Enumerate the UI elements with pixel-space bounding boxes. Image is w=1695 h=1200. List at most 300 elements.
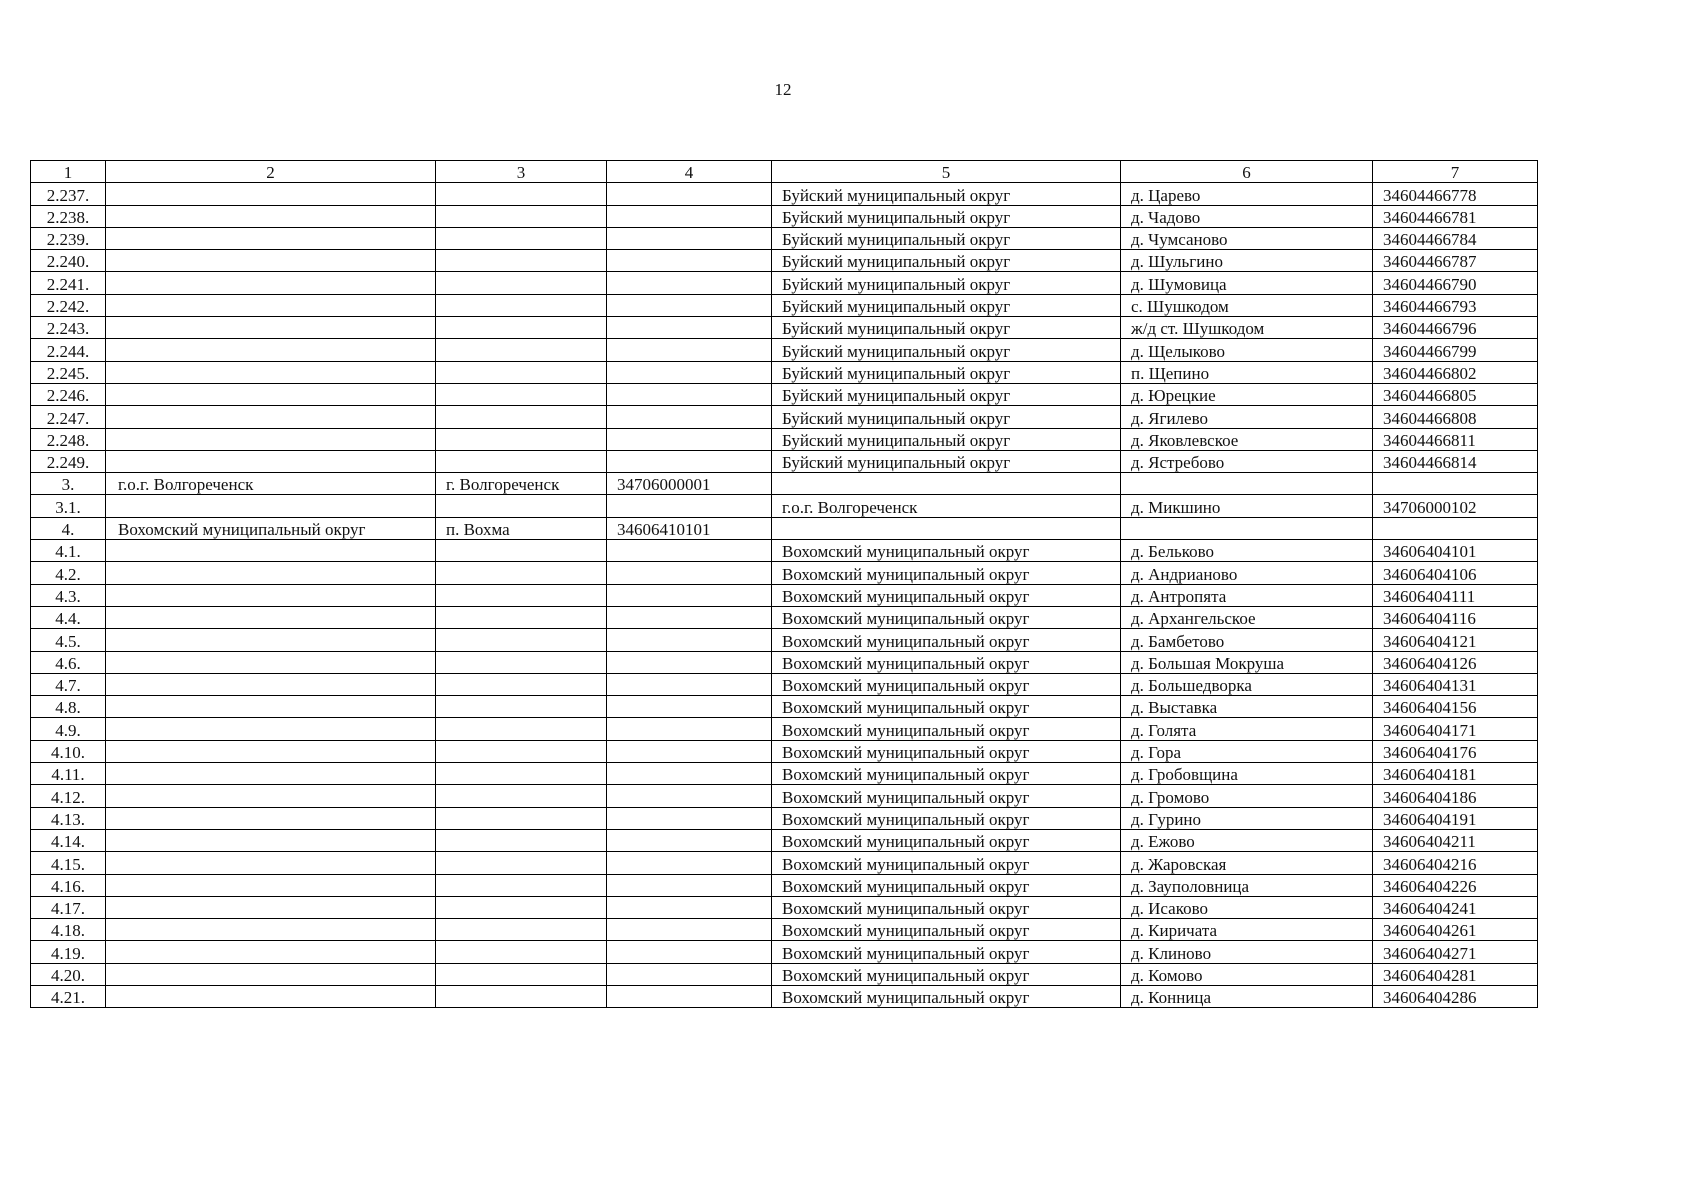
settlement-code-cell: 34606404281 bbox=[1373, 963, 1538, 985]
settlement-cell: ж/д ст. Шушкодом bbox=[1121, 317, 1373, 339]
center-code-cell bbox=[607, 205, 772, 227]
district-cell: Буйский муниципальный округ bbox=[772, 428, 1121, 450]
table-row bbox=[31, 606, 1538, 628]
column-number-header: 2 bbox=[106, 161, 436, 183]
center-code-cell bbox=[607, 896, 772, 918]
center-settlement-cell bbox=[436, 495, 607, 517]
settlement-cell: д. Чадово bbox=[1121, 205, 1373, 227]
municipality-cell bbox=[106, 250, 436, 272]
table-row bbox=[31, 428, 1538, 450]
center-settlement-cell bbox=[436, 383, 607, 405]
row-number-cell: 4.1. bbox=[31, 540, 106, 562]
row-number-cell: 4.20. bbox=[31, 963, 106, 985]
district-cell: Буйский муниципальный округ bbox=[772, 183, 1121, 205]
settlement-code-cell: 34604466808 bbox=[1373, 406, 1538, 428]
table-row bbox=[31, 205, 1538, 227]
district-cell: Вохомский муниципальный округ bbox=[772, 584, 1121, 606]
municipality-cell bbox=[106, 428, 436, 450]
row-number-cell: 4.7. bbox=[31, 673, 106, 695]
center-settlement-cell: г. Волгореченск bbox=[436, 473, 607, 495]
row-number-cell: 4.14. bbox=[31, 829, 106, 851]
settlement-cell: д. Юрецкие bbox=[1121, 383, 1373, 405]
district-cell: Вохомский муниципальный округ bbox=[772, 763, 1121, 785]
settlement-cell: д. Большедворка bbox=[1121, 673, 1373, 695]
district-cell: Вохомский муниципальный округ bbox=[772, 896, 1121, 918]
district-cell: Вохомский муниципальный округ bbox=[772, 852, 1121, 874]
center-settlement-cell bbox=[436, 963, 607, 985]
center-code-cell bbox=[607, 183, 772, 205]
settlement-cell: д. Яковлевское bbox=[1121, 428, 1373, 450]
center-settlement-cell bbox=[436, 450, 607, 472]
row-number-cell: 2.246. bbox=[31, 383, 106, 405]
settlement-code-cell: 34604466811 bbox=[1373, 428, 1538, 450]
settlement-cell: д. Зауполовница bbox=[1121, 874, 1373, 896]
settlement-code-cell: 34606404191 bbox=[1373, 807, 1538, 829]
row-number-cell: 4.3. bbox=[31, 584, 106, 606]
center-code-cell bbox=[607, 227, 772, 249]
center-settlement-cell bbox=[436, 696, 607, 718]
settlement-cell: д. Клиново bbox=[1121, 941, 1373, 963]
table-row bbox=[31, 495, 1538, 517]
settlement-cell: д. Комово bbox=[1121, 963, 1373, 985]
center-code-cell bbox=[607, 495, 772, 517]
table-header-row bbox=[31, 161, 1538, 183]
municipality-cell bbox=[106, 718, 436, 740]
table-row bbox=[31, 272, 1538, 294]
settlement-code-cell: 34606404271 bbox=[1373, 941, 1538, 963]
settlement-cell: д. Чумсаново bbox=[1121, 227, 1373, 249]
municipality-cell bbox=[106, 629, 436, 651]
municipality-cell bbox=[106, 227, 436, 249]
row-number-cell: 2.241. bbox=[31, 272, 106, 294]
settlement-code-cell: 34604466805 bbox=[1373, 383, 1538, 405]
table-row bbox=[31, 852, 1538, 874]
settlement-code-cell: 34604466787 bbox=[1373, 250, 1538, 272]
district-cell: Вохомский муниципальный округ bbox=[772, 807, 1121, 829]
settlement-cell: д. Микшино bbox=[1121, 495, 1373, 517]
center-settlement-cell bbox=[436, 205, 607, 227]
municipality-cell bbox=[106, 317, 436, 339]
row-number-cell: 2.238. bbox=[31, 205, 106, 227]
settlement-code-cell: 34606404111 bbox=[1373, 584, 1538, 606]
center-code-cell: 34606410101 bbox=[607, 517, 772, 539]
center-code-cell bbox=[607, 428, 772, 450]
settlement-cell: д. Громово bbox=[1121, 785, 1373, 807]
row-number-cell: 2.239. bbox=[31, 227, 106, 249]
municipality-cell bbox=[106, 183, 436, 205]
row-number-cell: 3.1. bbox=[31, 495, 106, 517]
registry-table-container bbox=[30, 160, 1537, 1008]
municipality-cell bbox=[106, 763, 436, 785]
settlement-cell: д. Гробовщина bbox=[1121, 763, 1373, 785]
settlement-code-cell: 34604466799 bbox=[1373, 339, 1538, 361]
district-cell: Буйский муниципальный округ bbox=[772, 294, 1121, 316]
row-number-cell: 2.242. bbox=[31, 294, 106, 316]
settlement-cell: д. Ястребово bbox=[1121, 450, 1373, 472]
center-settlement-cell bbox=[436, 985, 607, 1007]
table-row bbox=[31, 829, 1538, 851]
center-settlement-cell bbox=[436, 428, 607, 450]
center-settlement-cell bbox=[436, 852, 607, 874]
center-settlement-cell bbox=[436, 183, 607, 205]
settlement-code-cell bbox=[1373, 517, 1538, 539]
table-row bbox=[31, 941, 1538, 963]
district-cell: Вохомский муниципальный округ bbox=[772, 562, 1121, 584]
settlement-cell: п. Щепино bbox=[1121, 361, 1373, 383]
table-row bbox=[31, 896, 1538, 918]
center-settlement-cell bbox=[436, 606, 607, 628]
settlement-code-cell: 34606404126 bbox=[1373, 651, 1538, 673]
settlement-cell: д. Ягилево bbox=[1121, 406, 1373, 428]
center-settlement-cell bbox=[436, 919, 607, 941]
municipality-cell bbox=[106, 272, 436, 294]
row-number-cell: 4.5. bbox=[31, 629, 106, 651]
center-settlement-cell bbox=[436, 540, 607, 562]
settlement-cell: д. Жаровская bbox=[1121, 852, 1373, 874]
settlement-code-cell: 34606404176 bbox=[1373, 740, 1538, 762]
municipality-cell bbox=[106, 584, 436, 606]
center-code-cell bbox=[607, 763, 772, 785]
municipality-cell bbox=[106, 941, 436, 963]
row-number-cell: 4.15. bbox=[31, 852, 106, 874]
settlement-code-cell: 34604466778 bbox=[1373, 183, 1538, 205]
district-cell: Вохомский муниципальный округ bbox=[772, 629, 1121, 651]
table-row bbox=[31, 696, 1538, 718]
settlement-cell: д. Антропята bbox=[1121, 584, 1373, 606]
center-code-cell bbox=[607, 584, 772, 606]
municipality-cell bbox=[106, 852, 436, 874]
table-row bbox=[31, 540, 1538, 562]
settlement-cell: д. Шумовица bbox=[1121, 272, 1373, 294]
column-number-header: 4 bbox=[607, 161, 772, 183]
table-row bbox=[31, 584, 1538, 606]
column-number-header: 3 bbox=[436, 161, 607, 183]
table-row bbox=[31, 785, 1538, 807]
row-number-cell: 4.2. bbox=[31, 562, 106, 584]
municipality-cell: Вохомский муниципальный округ bbox=[106, 517, 436, 539]
district-cell: Буйский муниципальный округ bbox=[772, 406, 1121, 428]
municipality-cell bbox=[106, 495, 436, 517]
center-settlement-cell bbox=[436, 829, 607, 851]
row-number-cell: 2.248. bbox=[31, 428, 106, 450]
center-code-cell bbox=[607, 696, 772, 718]
table-row bbox=[31, 963, 1538, 985]
registry-table bbox=[30, 160, 1538, 1008]
municipality-cell bbox=[106, 673, 436, 695]
table-row bbox=[31, 763, 1538, 785]
district-cell: Вохомский муниципальный округ bbox=[772, 785, 1121, 807]
settlement-cell bbox=[1121, 517, 1373, 539]
municipality-cell bbox=[106, 829, 436, 851]
center-settlement-cell bbox=[436, 339, 607, 361]
table-row bbox=[31, 740, 1538, 762]
settlement-code-cell: 34606404286 bbox=[1373, 985, 1538, 1007]
center-code-cell bbox=[607, 718, 772, 740]
table-row bbox=[31, 651, 1538, 673]
district-cell: Вохомский муниципальный округ bbox=[772, 540, 1121, 562]
center-settlement-cell bbox=[436, 562, 607, 584]
center-settlement-cell bbox=[436, 317, 607, 339]
center-code-cell bbox=[607, 807, 772, 829]
settlement-cell: д. Выставка bbox=[1121, 696, 1373, 718]
municipality-cell bbox=[106, 807, 436, 829]
center-code-cell bbox=[607, 941, 772, 963]
district-cell: Буйский муниципальный округ bbox=[772, 227, 1121, 249]
settlement-code-cell: 34606404171 bbox=[1373, 718, 1538, 740]
district-cell: Вохомский муниципальный округ bbox=[772, 696, 1121, 718]
center-settlement-cell bbox=[436, 941, 607, 963]
district-cell: Вохомский муниципальный округ bbox=[772, 963, 1121, 985]
center-code-cell bbox=[607, 874, 772, 896]
settlement-code-cell: 34604466793 bbox=[1373, 294, 1538, 316]
settlement-code-cell: 34606404261 bbox=[1373, 919, 1538, 941]
row-number-cell: 2.249. bbox=[31, 450, 106, 472]
row-number-cell: 4.9. bbox=[31, 718, 106, 740]
table-row bbox=[31, 383, 1538, 405]
table-row bbox=[31, 227, 1538, 249]
center-code-cell bbox=[607, 294, 772, 316]
settlement-code-cell: 34604466781 bbox=[1373, 205, 1538, 227]
settlement-code-cell: 34604466784 bbox=[1373, 227, 1538, 249]
district-cell: Буйский муниципальный округ bbox=[772, 250, 1121, 272]
settlement-code-cell: 34606404216 bbox=[1373, 852, 1538, 874]
center-code-cell bbox=[607, 651, 772, 673]
settlement-cell: д. Царево bbox=[1121, 183, 1373, 205]
district-cell: Вохомский муниципальный округ bbox=[772, 673, 1121, 695]
row-number-cell: 2.243. bbox=[31, 317, 106, 339]
column-number-header: 1 bbox=[31, 161, 106, 183]
center-code-cell bbox=[607, 272, 772, 294]
center-settlement-cell bbox=[436, 740, 607, 762]
municipality-cell bbox=[106, 540, 436, 562]
center-code-cell bbox=[607, 317, 772, 339]
row-number-cell: 4.6. bbox=[31, 651, 106, 673]
center-code-cell bbox=[607, 785, 772, 807]
district-cell: Буйский муниципальный округ bbox=[772, 361, 1121, 383]
row-number-cell: 4.19. bbox=[31, 941, 106, 963]
row-number-cell: 4.18. bbox=[31, 919, 106, 941]
center-code-cell bbox=[607, 450, 772, 472]
center-code-cell: 34706000001 bbox=[607, 473, 772, 495]
center-code-cell bbox=[607, 919, 772, 941]
column-number-header: 5 bbox=[772, 161, 1121, 183]
settlement-cell: д. Голята bbox=[1121, 718, 1373, 740]
settlement-code-cell: 34606404131 bbox=[1373, 673, 1538, 695]
municipality-cell bbox=[106, 963, 436, 985]
municipality-cell bbox=[106, 383, 436, 405]
table-row bbox=[31, 339, 1538, 361]
table-row bbox=[31, 807, 1538, 829]
municipality-cell bbox=[106, 205, 436, 227]
settlement-cell: д. Щелыково bbox=[1121, 339, 1373, 361]
column-number-header: 6 bbox=[1121, 161, 1373, 183]
settlement-code-cell: 34606404116 bbox=[1373, 606, 1538, 628]
table-row bbox=[31, 250, 1538, 272]
settlement-code-cell bbox=[1373, 473, 1538, 495]
center-code-cell bbox=[607, 562, 772, 584]
settlement-cell: д. Бельково bbox=[1121, 540, 1373, 562]
row-number-cell: 4.13. bbox=[31, 807, 106, 829]
row-number-cell: 2.244. bbox=[31, 339, 106, 361]
settlement-code-cell: 34604466814 bbox=[1373, 450, 1538, 472]
settlement-cell: д. Ежово bbox=[1121, 829, 1373, 851]
center-code-cell bbox=[607, 629, 772, 651]
table-row bbox=[31, 294, 1538, 316]
center-code-cell bbox=[607, 852, 772, 874]
column-number-header: 7 bbox=[1373, 161, 1538, 183]
center-settlement-cell bbox=[436, 629, 607, 651]
municipality-cell bbox=[106, 696, 436, 718]
center-code-cell bbox=[607, 963, 772, 985]
center-settlement-cell bbox=[436, 896, 607, 918]
municipality-cell bbox=[106, 651, 436, 673]
center-code-cell bbox=[607, 383, 772, 405]
row-number-cell: 4.11. bbox=[31, 763, 106, 785]
center-code-cell bbox=[607, 540, 772, 562]
settlement-cell: д. Конница bbox=[1121, 985, 1373, 1007]
table-row bbox=[31, 629, 1538, 651]
settlement-code-cell: 34606404106 bbox=[1373, 562, 1538, 584]
settlement-cell: д. Исаково bbox=[1121, 896, 1373, 918]
center-settlement-cell bbox=[436, 718, 607, 740]
row-number-cell: 4.12. bbox=[31, 785, 106, 807]
district-cell bbox=[772, 517, 1121, 539]
settlement-code-cell: 34606404101 bbox=[1373, 540, 1538, 562]
settlement-cell: д. Киричата bbox=[1121, 919, 1373, 941]
settlement-cell: д. Большая Мокруша bbox=[1121, 651, 1373, 673]
municipality-cell bbox=[106, 361, 436, 383]
table-row bbox=[31, 718, 1538, 740]
center-settlement-cell bbox=[436, 250, 607, 272]
row-number-cell: 2.247. bbox=[31, 406, 106, 428]
settlement-code-cell: 34606404226 bbox=[1373, 874, 1538, 896]
district-cell: Вохомский муниципальный округ bbox=[772, 829, 1121, 851]
settlement-cell: д. Шульгино bbox=[1121, 250, 1373, 272]
settlement-code-cell: 34606404186 bbox=[1373, 785, 1538, 807]
center-code-cell bbox=[607, 250, 772, 272]
table-row bbox=[31, 361, 1538, 383]
district-cell: Вохомский муниципальный округ bbox=[772, 606, 1121, 628]
row-number-cell: 4. bbox=[31, 517, 106, 539]
municipality-cell bbox=[106, 339, 436, 361]
table-row bbox=[31, 317, 1538, 339]
center-settlement-cell bbox=[436, 763, 607, 785]
center-settlement-cell bbox=[436, 673, 607, 695]
center-settlement-cell: п. Вохма bbox=[436, 517, 607, 539]
municipality-cell bbox=[106, 874, 436, 896]
row-number-cell: 2.240. bbox=[31, 250, 106, 272]
row-number-cell: 4.8. bbox=[31, 696, 106, 718]
center-settlement-cell bbox=[436, 272, 607, 294]
district-cell: Буйский муниципальный округ bbox=[772, 450, 1121, 472]
center-code-cell bbox=[607, 740, 772, 762]
district-cell: Буйский муниципальный округ bbox=[772, 339, 1121, 361]
settlement-cell bbox=[1121, 473, 1373, 495]
municipality-cell bbox=[106, 406, 436, 428]
district-cell: Буйский муниципальный округ bbox=[772, 272, 1121, 294]
row-number-cell: 4.16. bbox=[31, 874, 106, 896]
center-code-cell bbox=[607, 606, 772, 628]
table-row bbox=[31, 450, 1538, 472]
center-code-cell bbox=[607, 829, 772, 851]
district-cell: Буйский муниципальный округ bbox=[772, 383, 1121, 405]
row-number-cell: 4.21. bbox=[31, 985, 106, 1007]
table-row bbox=[31, 473, 1538, 495]
settlement-code-cell: 34606404156 bbox=[1373, 696, 1538, 718]
row-number-cell: 2.237. bbox=[31, 183, 106, 205]
municipality-cell bbox=[106, 740, 436, 762]
settlement-code-cell: 34604466790 bbox=[1373, 272, 1538, 294]
district-cell bbox=[772, 473, 1121, 495]
district-cell: Вохомский муниципальный округ bbox=[772, 651, 1121, 673]
row-number-cell: 4.4. bbox=[31, 606, 106, 628]
center-settlement-cell bbox=[436, 807, 607, 829]
center-code-cell bbox=[607, 339, 772, 361]
settlement-code-cell: 34606404181 bbox=[1373, 763, 1538, 785]
settlement-cell: д. Гурино bbox=[1121, 807, 1373, 829]
settlement-code-cell: 34706000102 bbox=[1373, 495, 1538, 517]
table-row bbox=[31, 874, 1538, 896]
row-number-cell: 4.17. bbox=[31, 896, 106, 918]
district-cell: Буйский муниципальный округ bbox=[772, 205, 1121, 227]
settlement-code-cell: 34604466796 bbox=[1373, 317, 1538, 339]
municipality-cell bbox=[106, 919, 436, 941]
table-row bbox=[31, 985, 1538, 1007]
center-code-cell bbox=[607, 361, 772, 383]
table-row bbox=[31, 517, 1538, 539]
municipality-cell bbox=[106, 606, 436, 628]
table-row bbox=[31, 919, 1538, 941]
center-code-cell bbox=[607, 673, 772, 695]
table-row bbox=[31, 673, 1538, 695]
settlement-code-cell: 34604466802 bbox=[1373, 361, 1538, 383]
municipality-cell bbox=[106, 450, 436, 472]
municipality-cell bbox=[106, 294, 436, 316]
table-row bbox=[31, 562, 1538, 584]
center-settlement-cell bbox=[436, 294, 607, 316]
district-cell: Вохомский муниципальный округ bbox=[772, 985, 1121, 1007]
row-number-cell: 3. bbox=[31, 473, 106, 495]
center-settlement-cell bbox=[436, 361, 607, 383]
municipality-cell bbox=[106, 562, 436, 584]
district-cell: Вохомский муниципальный округ bbox=[772, 740, 1121, 762]
settlement-code-cell: 34606404241 bbox=[1373, 896, 1538, 918]
settlement-cell: с. Шушкодом bbox=[1121, 294, 1373, 316]
district-cell: Вохомский муниципальный округ bbox=[772, 919, 1121, 941]
settlement-code-cell: 34606404121 bbox=[1373, 629, 1538, 651]
center-settlement-cell bbox=[436, 651, 607, 673]
municipality-cell: г.о.г. Волгореченск bbox=[106, 473, 436, 495]
district-cell: Вохомский муниципальный округ bbox=[772, 874, 1121, 896]
district-cell: Буйский муниципальный округ bbox=[772, 317, 1121, 339]
row-number-cell: 2.245. bbox=[31, 361, 106, 383]
municipality-cell bbox=[106, 985, 436, 1007]
row-number-cell: 4.10. bbox=[31, 740, 106, 762]
center-settlement-cell bbox=[436, 584, 607, 606]
center-settlement-cell bbox=[436, 874, 607, 896]
center-code-cell bbox=[607, 406, 772, 428]
settlement-cell: д. Архангельское bbox=[1121, 606, 1373, 628]
center-settlement-cell bbox=[436, 227, 607, 249]
center-settlement-cell bbox=[436, 406, 607, 428]
district-cell: Вохомский муниципальный округ bbox=[772, 718, 1121, 740]
municipality-cell bbox=[106, 896, 436, 918]
table-row bbox=[31, 183, 1538, 205]
settlement-cell: д. Бамбетово bbox=[1121, 629, 1373, 651]
municipality-cell bbox=[106, 785, 436, 807]
page-number: 12 bbox=[774, 80, 792, 99]
settlement-cell: д. Андрианово bbox=[1121, 562, 1373, 584]
